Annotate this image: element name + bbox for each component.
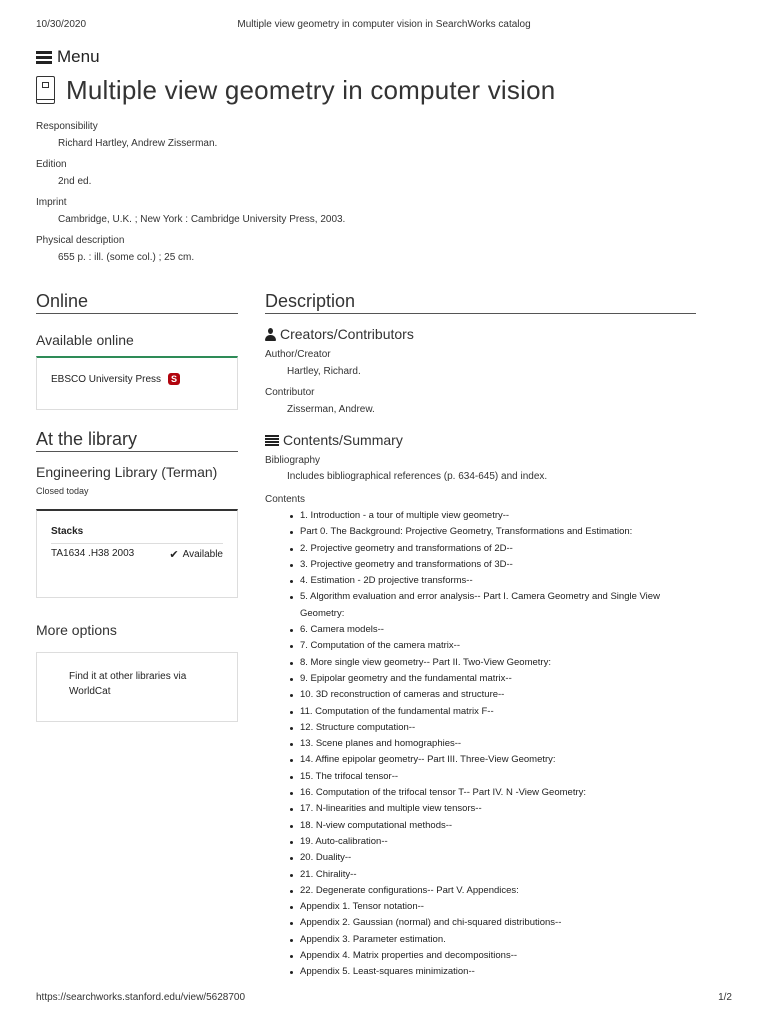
contents-label: Contents: [265, 494, 306, 505]
list-item: Appendix 4. Matrix properties and decompositions--: [287, 948, 696, 964]
list-icon: [265, 435, 279, 446]
print-footer: [36, 992, 732, 1006]
more-options-heading: More options: [36, 622, 117, 638]
list-item: 21. Chirality--: [287, 867, 696, 883]
creators-heading: [265, 324, 696, 344]
list-item: 14. Affine epipolar geometry-- Part III. Three-View Geometry:: [287, 752, 696, 768]
creators-heading-label: Creators/Contributors: [280, 326, 414, 342]
description-section: [265, 288, 696, 981]
library-name[interactable]: Engineering Library (Terman): [36, 464, 218, 480]
field-label: Edition: [36, 159, 67, 170]
list-item: Appendix 1. Tensor notation--: [287, 899, 696, 915]
list-item: 18. N-view computational methods--: [287, 818, 696, 834]
record-fields: [36, 120, 676, 272]
list-item: 16. Computation of the trifocal tensor T-- Part IV. N -View Geometry:: [287, 785, 696, 801]
field-value: 2nd ed.: [58, 176, 92, 187]
list-item: 3. Projective geometry and transformations of 3D--: [287, 557, 696, 573]
page-title: [36, 72, 555, 108]
print-date: 10/30/2020: [36, 19, 87, 30]
library-heading: At the library: [36, 426, 238, 452]
ebsco-link[interactable]: [51, 373, 223, 385]
field-value: Richard Hartley, Andrew Zisserman.: [58, 138, 218, 149]
author-label: Author/Creator: [265, 349, 331, 360]
call-number: TA1634 .H38 2003: [51, 548, 135, 559]
list-item: 8. More single view geometry-- Part II. Two-View Geometry:: [287, 655, 696, 671]
user-icon: [265, 328, 276, 341]
hamburger-icon: [36, 51, 52, 64]
s-icon: S: [168, 373, 180, 385]
record-title: Multiple view geometry in computer vision: [66, 74, 556, 105]
availability-label: Available: [182, 549, 223, 560]
menu-label: Menu: [57, 47, 100, 66]
bibliography-value: Includes bibliographical references (p. 634-645) and index.: [287, 471, 548, 482]
list-item: Appendix 3. Parameter estimation.: [287, 932, 696, 948]
library-hours: Closed today: [36, 486, 89, 496]
available-online-heading: Available online: [36, 332, 134, 348]
sidebar: [36, 288, 238, 722]
list-item: Appendix 2. Gaussian (normal) and chi-squared distributions--: [287, 915, 696, 931]
print-page-number: 1/2: [718, 992, 732, 1003]
worldcat-card: [36, 652, 238, 722]
list-item: 22. Degenerate configurations-- Part V. Appendices:: [287, 883, 696, 899]
check-icon: ✔: [169, 548, 179, 561]
description-heading: Description: [265, 288, 696, 314]
field-physical-description: [36, 234, 676, 272]
contributor-label: Contributor: [265, 387, 315, 398]
field-label: Imprint: [36, 197, 67, 208]
field-label: Physical description: [36, 235, 125, 246]
list-item: 11. Computation of the fundamental matrix F--: [287, 704, 696, 720]
online-heading: Online: [36, 288, 238, 314]
field-imprint: [36, 196, 676, 234]
list-item: 9. Epipolar geometry and the fundamental matrix--: [287, 671, 696, 687]
worldcat-link[interactable]: Find it at other libraries via WorldCat: [69, 671, 187, 697]
bibliography-label: Bibliography: [265, 455, 321, 466]
provider-name: EBSCO University Press: [51, 373, 162, 385]
contents-list: [287, 508, 696, 981]
holding-row: [51, 543, 223, 561]
print-title: Multiple view geometry in computer vision in SearchWorks catalog: [237, 19, 531, 30]
list-item: 6. Camera models--: [287, 622, 696, 638]
list-item: Part 0. The Background: Projective Geometry, Transformations and Estimation:: [287, 524, 696, 540]
book-icon: [36, 76, 55, 104]
contents-heading: [265, 430, 696, 450]
list-item: 20. Duality--: [287, 850, 696, 866]
list-item: 12. Structure computation--: [287, 720, 696, 736]
print-url: https://searchworks.stanford.edu/view/5628700: [36, 992, 246, 1003]
author-link[interactable]: Hartley, Richard.: [287, 366, 361, 377]
list-item: 7. Computation of the camera matrix--: [287, 638, 696, 654]
field-value: Cambridge, U.K. ; New York : Cambridge University Press, 2003.: [58, 214, 346, 225]
contents-heading-label: Contents/Summary: [283, 432, 403, 448]
list-item: 2. Projective geometry and transformations of 2D--: [287, 541, 696, 557]
list-item: 4. Estimation - 2D projective transforms--: [287, 573, 696, 589]
contributor-link[interactable]: Zisserman, Andrew.: [287, 404, 375, 415]
field-label: Responsibility: [36, 121, 98, 132]
list-item: Appendix 5. Least-squares minimization--: [287, 964, 696, 980]
online-card: [36, 356, 238, 410]
menu-button[interactable]: [36, 46, 100, 68]
field-responsibility: [36, 120, 676, 158]
stacks-card: [36, 509, 238, 598]
availability: [169, 548, 223, 561]
list-item: 19. Auto-calibration--: [287, 834, 696, 850]
field-edition: [36, 158, 676, 196]
print-header: [36, 19, 732, 33]
list-item: 1. Introduction - a tour of multiple view geometry--: [287, 508, 696, 524]
list-item: 15. The trifocal tensor--: [287, 769, 696, 785]
list-item: 10. 3D reconstruction of cameras and structure--: [287, 687, 696, 703]
list-item: 5. Algorithm evaluation and error analysis-- Part I. Camera Geometry and Single View Geometry:: [287, 589, 696, 622]
list-item: 17. N-linearities and multiple view tensors--: [287, 801, 696, 817]
stacks-label: Stacks: [51, 526, 84, 537]
list-item: 13. Scene planes and homographies--: [287, 736, 696, 752]
field-value: 655 p. : ill. (some col.) ; 25 cm.: [58, 252, 195, 263]
